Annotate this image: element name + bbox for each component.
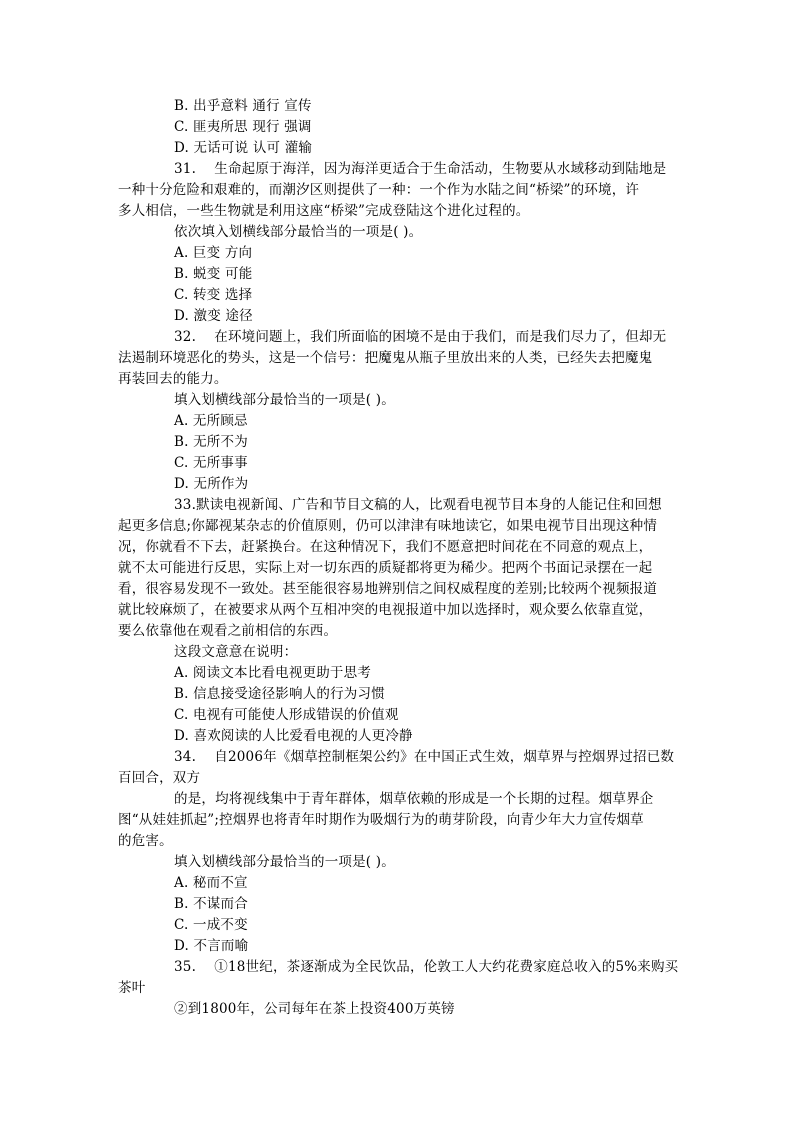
q33-line-4: 就不太可能进行反思，实际上对一切东西的质疑都将更为稀少。把两个书面记录摆在一起: [118, 560, 653, 576]
q31-option-d: D. 激变 途径: [174, 308, 253, 324]
q31-option-a: A. 巨变 方向: [174, 245, 253, 261]
q33-prompt: 这段文意意在说明：: [174, 644, 298, 660]
option-d-line: D. 无话可说 认可 灌输: [174, 140, 313, 156]
q33-line-2: 起更多信息;你鄙视某杂志的价值原则，仍可以津津有味地读它，如果电视节目出现这种情: [118, 518, 658, 534]
q33-option-a: A. 阅读文本比看电视更助于思考: [174, 665, 372, 681]
q33-line-7: 要么依靠他在观看之前相信的东西。: [118, 623, 338, 639]
q34-option-a: A. 秘而不宣: [174, 875, 248, 891]
q34-line-5: 的危害。: [118, 833, 173, 849]
q31-line-1: 31. 生命起原于海洋，因为海洋更适合于生命活动，生物要从水域移动到陆地是: [174, 161, 667, 177]
q34-option-b: B. 不谋而合: [174, 896, 248, 912]
q33-line-6: 就比较麻烦了，在被要求从两个互相冲突的电视报道中加以选择时，观众要么依靠直觉，: [118, 602, 653, 618]
q34-prompt: 填入划横线部分最恰当的一项是( )。: [174, 854, 395, 870]
option-c-line: C. 匪夷所思 现行 强调: [174, 119, 312, 135]
q31-option-c: C. 转变 选择: [174, 287, 253, 303]
q32-line-1: 32. 在环境问题上，我们所面临的困境不是由于我们，而是我们尽力了，但却无: [174, 329, 667, 345]
q35-line-2: 茶叶: [118, 980, 146, 996]
q32-line-2: 法遏制环境恶化的势头，这是一个信号：把魔鬼从瓶子里放出来的人类，已经失去把魔鬼: [118, 350, 653, 366]
q32-prompt: 填入划横线部分最恰当的一项是( )。: [174, 392, 395, 408]
q32-option-a: A. 无所顾忌: [174, 413, 248, 429]
q32-option-d: D. 无所作为: [174, 476, 249, 492]
q33-line-1: 33.默读电视新闻、广告和节目文稿的人，比观看电视节目本身的人能记住和回想: [174, 497, 662, 513]
q34-line-4: 图“从娃娃抓起”;控烟界也将青年时期作为吸烟行为的萌芽阶段，向青少年大力宣传烟草: [118, 812, 644, 828]
q35-line-3: ②到1800年，公司每年在茶上投资400万英镑: [174, 1001, 455, 1017]
q33-line-5: 看，很容易发现不一致处。甚至能很容易地辨别信之间权威程度的差别;比较两个视频报道: [118, 581, 658, 597]
q34-option-c: C. 一成不变: [174, 917, 248, 933]
q32-option-b: B. 无所不为: [174, 434, 248, 450]
q33-option-d: D. 喜欢阅读的人比爱看电视的人更冷静: [174, 728, 413, 744]
q34-option-d: D. 不言而喻: [174, 938, 249, 954]
q32-line-3: 再装回去的能力。: [118, 371, 228, 387]
q33-option-c: C. 电视有可能使人形成错误的价值观: [174, 707, 399, 723]
q33-option-b: B. 信息接受途径影响人的行为习惯: [174, 686, 385, 702]
q31-option-b: B. 蜕变 可能: [174, 266, 253, 282]
q34-line-3: 的是，均将视线集中于青年群体，烟草依赖的形成是一个长期的过程。烟草界企: [174, 791, 654, 807]
q34-line-1: 34. 自2006年《烟草控制框架公约》在中国正式生效，烟草界与控烟界过招已数: [174, 749, 675, 765]
q34-line-2: 百回合，双方: [118, 770, 201, 786]
q35-line-1: 35. ①18世纪，茶逐渐成为全民饮品，伦敦工人大约花费家庭总收入的5%来购买: [174, 959, 679, 975]
q33-line-3: 况，你就看不下去，赶紧换台。在这种情况下，我们不愿意把时间花在不同意的观点上，: [118, 539, 653, 555]
option-b-line: B. 出乎意料 通行 宣传: [174, 98, 312, 114]
q31-line-3: 多人相信，一些生物就是利用这座“桥梁”完成登陆这个进化过程的。: [118, 203, 530, 219]
q31-prompt: 依次填入划横线部分最恰当的一项是( )。: [174, 224, 423, 240]
q31-line-2: 一种十分危险和艰难的，而潮汐区则提供了一种：一个作为水陆之间“桥梁”的环境，许: [118, 182, 640, 198]
q32-option-c: C. 无所事事: [174, 455, 248, 471]
